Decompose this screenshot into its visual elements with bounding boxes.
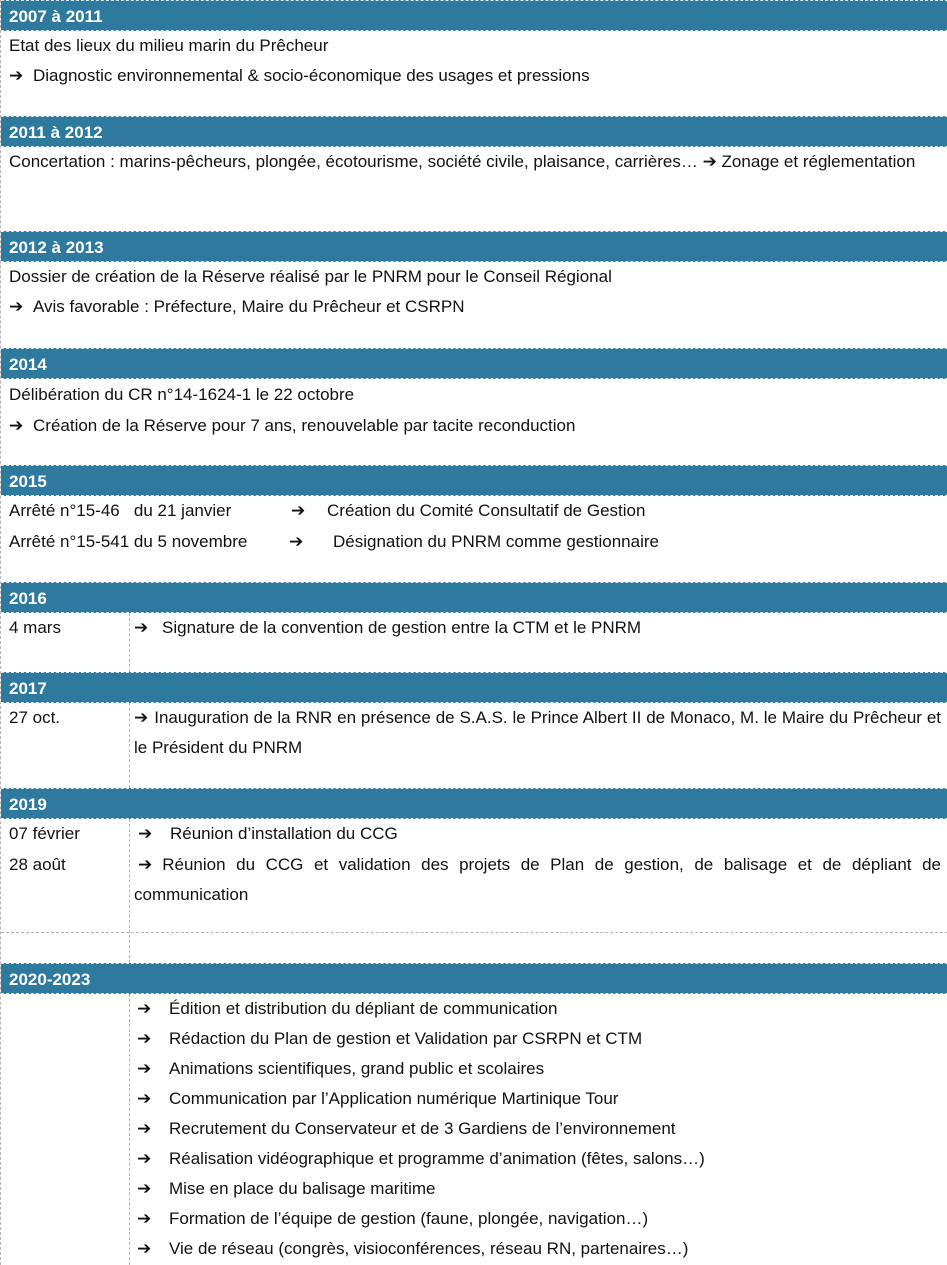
arrow-line-text: Diagnostic environnemental & socio-économique des usages et pressions — [33, 66, 590, 85]
event-date: 4 mars — [9, 618, 61, 637]
arrow-right-icon: ➔ — [9, 297, 24, 316]
action-list-item-text: Édition et distribution du dépliant de communication — [169, 999, 558, 1018]
column-divider — [129, 613, 130, 672]
arrow-line-text: Création de la Réserve pour 7 ans, renouvelable par tacite reconduction — [33, 416, 576, 435]
event-text — [134, 613, 941, 643]
section-text — [1, 147, 947, 177]
action-list-item — [137, 1144, 705, 1174]
arrow-line — [9, 292, 464, 322]
event-text — [134, 850, 941, 910]
action-list-item — [137, 1114, 676, 1144]
arrow-right-icon: ➔ — [137, 1179, 152, 1198]
arrow-right-icon: ➔ — [138, 824, 153, 843]
section-text: Dossier de création de la Réserve réalisé par le PNRM pour le Conseil Régional — [9, 267, 612, 286]
action-list-item-text: Formation de l’équipe de gestion (faune, plongée, navigation…) — [169, 1209, 649, 1228]
section-header-2007-2011: 2007 à 2011 — [1, 0, 947, 31]
section-header-2011-2012: 2011 à 2012 — [1, 116, 947, 147]
arrow-right-icon: ➔ — [9, 416, 24, 435]
arrow-right-icon: ➔ — [137, 1149, 152, 1168]
decree-row — [9, 527, 659, 557]
section-header-2015: 2015 — [1, 465, 947, 496]
arrow-line-text: Avis favorable : Préfecture, Maire du Prêcheur et CSRPN — [33, 297, 465, 316]
section-text: Etat des lieux du milieu marin du Prêcheur — [9, 36, 329, 55]
action-list-item — [137, 1174, 435, 1204]
decree-result: Création du Comité Consultatif de Gestion — [327, 501, 646, 520]
action-list-item-text: Communication par l’Application numérique Martinique Tour — [169, 1089, 619, 1108]
action-list-item — [137, 1024, 642, 1054]
section-text: Délibération du CR n°14-1624-1 le 22 octobre — [9, 385, 355, 404]
arrow-line — [9, 411, 575, 441]
event-description: Réunion du CCG et validation des projets de Plan de gestion, de balisage et de dépliant de communication — [134, 855, 941, 904]
action-list-item — [137, 1204, 648, 1234]
section-header-2019: 2019 — [1, 788, 947, 819]
arrow-right-icon: ➔ — [137, 999, 152, 1018]
row-separator — [1, 932, 947, 933]
arrow-right-icon: ➔ — [137, 1029, 152, 1048]
decree-result: Désignation du PNRM comme gestionnaire — [333, 532, 659, 551]
arrow-right-icon: ➔ — [702, 152, 717, 171]
arrow-right-icon: ➔ — [137, 1209, 152, 1228]
section-header-2014: 2014 — [1, 348, 947, 379]
arrow-right-icon: ➔ — [137, 1089, 152, 1108]
decree-row — [9, 496, 645, 526]
arrow-right-icon: ➔ — [291, 501, 306, 520]
event-description: Réunion d’installation du CCG — [170, 824, 398, 843]
event-text — [134, 703, 941, 763]
event-date: 28 août — [9, 855, 66, 874]
action-list-item — [137, 994, 557, 1024]
event-description: Inauguration de la RNR en présence de S.A.S. le Prince Albert II de Monaco, M. le Maire du Prêcheur et le Président du PNRM — [134, 708, 941, 757]
arrow-right-icon: ➔ — [138, 855, 153, 874]
action-list-item-text: Réalisation vidéographique et programme d’animation (fêtes, salons…) — [169, 1149, 705, 1168]
action-list-item-text: Rédaction du Plan de gestion et Validation par CSRPN et CTM — [169, 1029, 643, 1048]
section-header-2020-2023: 2020-2023 — [1, 963, 947, 994]
action-list-item-text: Animations scientifiques, grand public et scolaires — [169, 1059, 545, 1078]
action-list-item — [137, 1084, 618, 1114]
section-header-2012-2013: 2012 à 2013 — [1, 231, 947, 262]
column-divider — [129, 994, 130, 1265]
decree-reference: Arrêté n°15-541 du 5 novembre — [9, 532, 248, 551]
concertation-text: Concertation : marins-pêcheurs, plongée, écotourisme, société civile, plaisance, carrières… — [9, 152, 698, 171]
action-list-item-text: Vie de réseau (congrès, visioconférences, réseau RN, partenaires…) — [169, 1239, 689, 1258]
decree-reference: Arrêté n°15-46 du 21 janvier — [9, 501, 232, 520]
event-text — [134, 819, 941, 849]
action-list-item — [137, 1234, 688, 1264]
arrow-right-icon: ➔ — [9, 66, 24, 85]
arrow-right-icon: ➔ — [289, 532, 304, 551]
action-list-item — [137, 1054, 544, 1084]
arrow-line — [9, 61, 590, 91]
action-list-item-text: Mise en place du balisage maritime — [169, 1179, 436, 1198]
section-header-2017: 2017 — [1, 672, 947, 703]
action-list-item-text: Recrutement du Conservateur et de 3 Gardiens de l’environnement — [169, 1119, 676, 1138]
column-divider — [129, 819, 130, 963]
arrow-right-icon: ➔ — [134, 708, 149, 727]
event-date: 27 oct. — [9, 708, 61, 727]
arrow-right-icon: ➔ — [137, 1239, 152, 1258]
event-date: 07 février — [9, 824, 80, 843]
event-description: Signature de la convention de gestion entre la CTM et le PNRM — [162, 618, 642, 637]
section-header-2016: 2016 — [1, 582, 947, 613]
column-divider — [129, 703, 130, 788]
arrow-right-icon: ➔ — [137, 1059, 152, 1078]
zonage-text: Zonage et réglementation — [721, 152, 916, 171]
arrow-right-icon: ➔ — [137, 1119, 152, 1138]
arrow-right-icon: ➔ — [134, 618, 149, 637]
